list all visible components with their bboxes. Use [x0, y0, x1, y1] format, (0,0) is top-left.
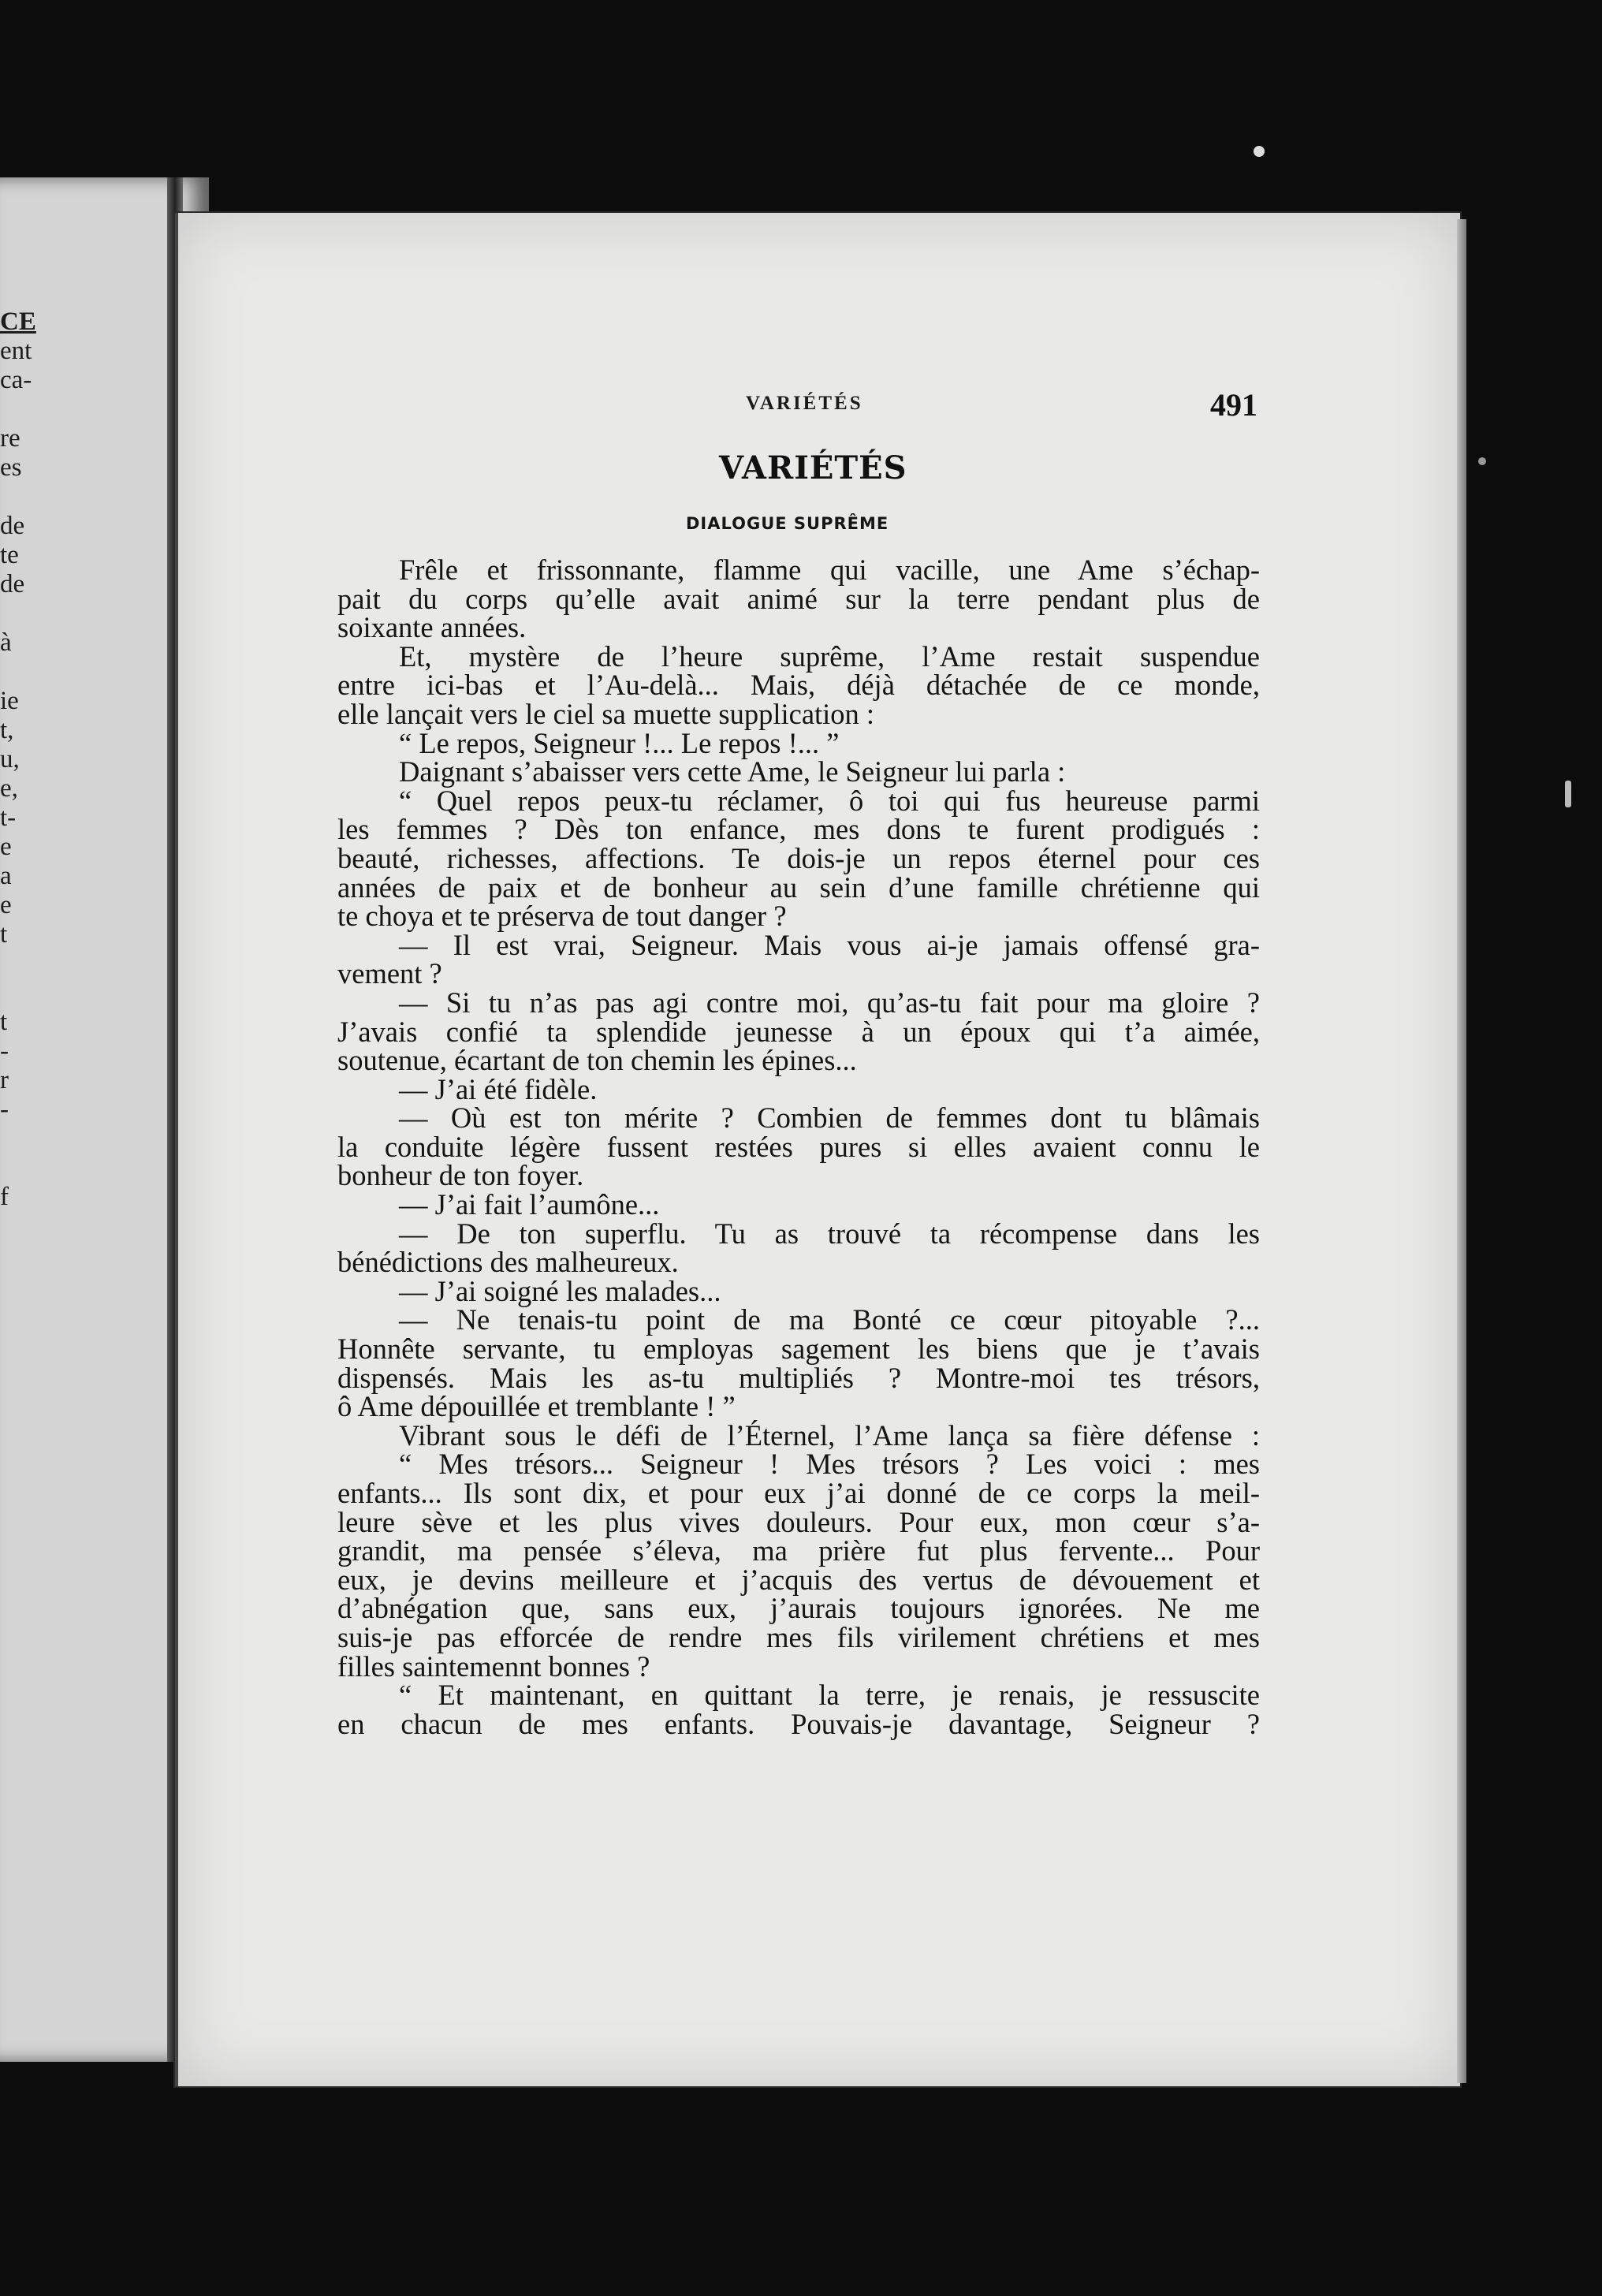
- page-edge: [1457, 219, 1466, 2083]
- text-line: beauté, richesses, affections. Te dois-je un repos éternel pour ces: [337, 841, 1260, 874]
- text-line: suis-je pas efforcée de rendre mes fils virilement chrétiens et mes: [337, 1620, 1260, 1653]
- text-line: la conduite légère fussent restées pures si elles avaient connu le: [337, 1130, 1260, 1163]
- text-line: — J’ai soigné les malades...: [399, 1274, 721, 1307]
- facing-page-fragment: de: [0, 512, 25, 540]
- text-line: elle lançait vers le ciel sa muette supplication :: [337, 697, 875, 730]
- text-line: Daignant s’abaisser vers cette Ame, le Seigneur lui parla :: [399, 755, 1066, 788]
- text-line: en chacun de mes enfants. Pouvais-je davantage, Seigneur ?: [337, 1707, 1260, 1740]
- facing-page-fragment: -: [0, 1037, 9, 1065]
- text-line: les femmes ? Dès ton enfance, mes dons te furent prodigués :: [337, 813, 1260, 846]
- text-line: — J’ai fait l’aumône...: [399, 1188, 660, 1221]
- text-line: — J’ai été fidèle.: [399, 1072, 598, 1105]
- facing-page-fragment: re: [0, 424, 20, 453]
- text-line: Honnête servante, tu employas sagement les biens que je t’avais: [337, 1332, 1260, 1366]
- facing-page-fragment: ca-: [0, 366, 32, 394]
- text-line: entre ici-bas et l’Au-delà... Mais, déjà détachée de ce monde,: [337, 669, 1260, 702]
- text-line: J’avais confié ta splendide jeunesse à un époux qui t’a aimée,: [337, 1015, 1260, 1048]
- facing-page-fragment: t,: [0, 716, 14, 744]
- facing-page-fragment: ent: [0, 337, 32, 365]
- dust-speck: [1254, 146, 1265, 157]
- text-line: “ Le repos, Seigneur !... Le repos !... ”: [399, 726, 840, 759]
- facing-page-fragment: r: [0, 1066, 9, 1094]
- text-line: soixante années.: [337, 611, 527, 644]
- text-line: filles saintemennt bonnes ?: [337, 1649, 650, 1683]
- text-line: leure sève et les plus vives douleurs. Pour eux, mon cœur s’a-: [337, 1505, 1260, 1538]
- dust-speck: [1565, 781, 1571, 807]
- text-line: Et, mystère de l’heure suprême, l’Ame restait suspendue: [399, 639, 1260, 673]
- article-subtitle: DIALOGUE SUPRÊME: [686, 514, 889, 533]
- facing-page-fragment: t: [0, 1008, 8, 1036]
- facing-page-fragment: u,: [0, 745, 20, 773]
- text-line: — Où est ton mérite ? Combien de femmes dont tu blâmais: [399, 1101, 1260, 1135]
- facing-page-fragment: e,: [0, 774, 18, 803]
- page-number: 491: [1210, 387, 1257, 423]
- text-line: “ Mes trésors... Seigneur ! Mes trésors ? Les voici : mes: [399, 1448, 1260, 1481]
- facing-page-fragment: te: [0, 541, 19, 569]
- text-line: bonheur de ton foyer.: [337, 1159, 584, 1192]
- text-line: — Il est vrai, Seigneur. Mais vous ai-je jamais offensé gra-: [399, 928, 1260, 961]
- text-line: — Si tu n’as pas agi contre moi, qu’as-tu fait pour ma gloire ?: [399, 986, 1260, 1019]
- text-line: “ Quel repos peux-tu réclamer, ô toi qui fus heureuse parmi: [399, 784, 1260, 817]
- text-line: Vibrant sous le défi de l’Éternel, l’Ame lança sa fière défense :: [399, 1418, 1260, 1452]
- text-line: vement ?: [337, 957, 442, 990]
- text-line: années de paix et de bonheur au sein d’une famille chrétienne qui: [337, 870, 1260, 904]
- article-title: VARIÉTÉS: [719, 449, 907, 486]
- facing-page-fragment: e: [0, 891, 12, 919]
- text-line: ô Ame dépouillée et tremblante ! ”: [337, 1390, 736, 1423]
- facing-page-fragment: t-: [0, 803, 17, 832]
- text-line: d’abnégation que, sans eux, j’aurais toujours ignorées. Ne me: [337, 1592, 1260, 1625]
- facing-page-fragment: -: [0, 1095, 9, 1124]
- article-body: [337, 556, 1260, 1739]
- text-line: grandit, ma pensée s’éleva, ma prière fut plus fervente... Pour: [337, 1534, 1260, 1567]
- facing-page-fragment: es: [0, 453, 22, 482]
- dust-speck: [1478, 457, 1486, 465]
- facing-page-fragment: de: [0, 570, 25, 598]
- text-line: enfants... Ils sont dix, et pour eux j’ai donné de ce corps la meil-: [337, 1477, 1260, 1509]
- facing-page-fragment: à: [0, 628, 12, 657]
- text-line: te choya et te préserva de tout danger ?: [337, 900, 787, 933]
- facing-page-fragment: a: [0, 862, 12, 890]
- text-line: pait du corps qu’elle avait animé sur la terre pendant plus de: [337, 582, 1260, 615]
- text-line: Frêle et frissonnante, flamme qui vacille, une Ame s’échap-: [399, 554, 1260, 586]
- facing-page-fragment: f: [0, 1183, 9, 1211]
- text-line: soutenue, écartant de ton chemin les épines...: [337, 1044, 857, 1077]
- text-line: — De ton superflu. Tu as trouvé ta récompense dans les: [399, 1217, 1260, 1250]
- facing-page-fragment: ie: [0, 687, 19, 715]
- text-line: — Ne tenais-tu point de ma Bonté ce cœur pitoyable ?...: [399, 1303, 1260, 1336]
- facing-page-fragment: CE: [0, 308, 36, 336]
- text-line: “ Et maintenant, en quittant la terre, je renais, je ressuscite: [399, 1679, 1260, 1712]
- facing-page-fragment: t: [0, 920, 8, 949]
- running-head: VARIÉTÉS: [746, 393, 863, 414]
- text-line: dispensés. Mais les as-tu multipliés ? Montre-moi tes trésors,: [337, 1361, 1260, 1394]
- text-line: eux, je devins meilleure et j’acquis des vertus de dévouement et: [337, 1563, 1260, 1596]
- text-line: bénédictions des malheureux.: [337, 1246, 679, 1279]
- facing-page-fragment: e: [0, 833, 12, 861]
